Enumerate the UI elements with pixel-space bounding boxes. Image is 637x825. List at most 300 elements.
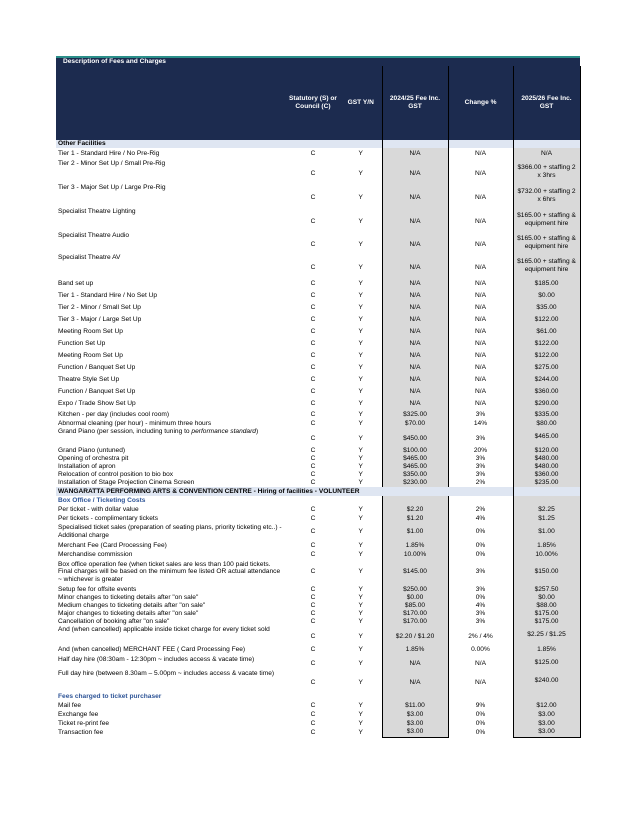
table-title: Description of Fees and Charges	[56, 58, 580, 66]
table-row	[56, 302, 580, 314]
fee-description-text: Box office operation fee (when ticket sales are less than 100 paid tickets. Final charges will be based on the minimum fee listed OR actual attendance ~ whichever is greater	[58, 560, 281, 583]
change-cell: 3%	[475, 471, 486, 479]
statutory-cell: C	[310, 218, 316, 226]
change-cell: N/A	[475, 264, 486, 272]
fee-description-text: Cancellation of booking after "on sale"	[58, 618, 170, 626]
change-cell: N/A	[475, 328, 486, 336]
fee-2024-25-cell: N/A	[382, 208, 448, 232]
change-cell: 3%	[475, 618, 486, 626]
change-cell: N/A	[475, 241, 486, 249]
gst-cell: Y	[358, 719, 363, 727]
table-row	[56, 410, 580, 419]
table-row	[56, 602, 580, 610]
gst-cell: Y	[358, 150, 363, 158]
fee-description-text: Tier 3 - Major / Large Set Up	[58, 316, 142, 324]
fee-description	[56, 505, 286, 514]
fee-description	[56, 455, 286, 463]
statutory-cell: C	[310, 376, 316, 384]
fee-description	[56, 278, 286, 290]
fee-2024-25-cell: $450.00	[382, 428, 448, 446]
fee-2024-25-cell: N/A	[382, 386, 448, 398]
statutory-cell: C	[310, 446, 316, 454]
col-fee-2025-26: 2025/26 Fee Inc. GST	[513, 66, 580, 140]
statutory-cell	[286, 496, 340, 505]
fee-2024-25-cell: N/A	[382, 350, 448, 362]
fee-description	[56, 254, 286, 278]
statutory-cell	[286, 692, 340, 701]
change-cell	[448, 140, 513, 148]
fee-description	[56, 585, 286, 594]
fee-2025-26-cell: $125.00	[513, 656, 580, 670]
fee-description	[56, 463, 286, 471]
fee-description	[56, 541, 286, 550]
gst-cell: Y	[358, 585, 363, 593]
fee-2024-25-cell	[382, 692, 448, 701]
change-cell: 2%	[475, 505, 486, 513]
gst-cell: Y	[358, 610, 363, 618]
section-heading: WANGARATTA PERFORMING ARTS & CONVENTION CENTRE - Hiring of facilities - VOLUNTEER	[56, 487, 513, 496]
statutory-cell: C	[310, 479, 316, 487]
fee-description-text: And (when cancelled) applicable inside ticket charge for every ticket sold	[58, 626, 270, 633]
fee-description	[56, 419, 286, 428]
fee-description-italic: performance standard	[191, 428, 256, 435]
fee-2025-26-cell: $465.00	[513, 428, 580, 446]
fee-description-text: Medium changes to ticketing details after "on sale"	[58, 602, 206, 610]
fee-description	[56, 160, 286, 184]
fee-2025-26-cell: $88.00	[513, 602, 580, 610]
table-row	[56, 290, 580, 302]
fee-description-text: Meeting Room Set Up	[58, 352, 123, 360]
change-cell: 3%	[475, 585, 486, 593]
gst-cell: Y	[358, 679, 363, 687]
change-cell: N/A	[475, 170, 486, 178]
fee-description-text: Grand Piano (per session, including tuning to	[58, 428, 192, 435]
statutory-cell: C	[310, 541, 316, 549]
section-heading: Other Facilities	[56, 140, 286, 148]
change-cell: 0.00%	[471, 646, 490, 654]
statutory-cell: C	[310, 710, 316, 718]
fee-description	[56, 314, 286, 326]
fee-description	[56, 626, 286, 644]
statutory-cell: C	[310, 602, 316, 610]
fee-description-text: Abnormal cleaning (per hour) - minimum three hours	[58, 419, 212, 427]
fee-description-end: )	[255, 428, 259, 435]
fee-description-text: Meeting Room Set Up	[58, 328, 123, 336]
fee-description	[56, 719, 286, 728]
table-row	[56, 419, 580, 428]
fee-2024-25-cell: $3.00	[382, 728, 448, 737]
fee-description	[56, 386, 286, 398]
change-cell: 9%	[475, 701, 486, 709]
fee-description	[56, 374, 286, 386]
statutory-cell: C	[310, 463, 316, 471]
table-row	[56, 446, 580, 455]
fee-description-text: Grand Piano (untuned)	[58, 446, 126, 454]
gst-cell: Y	[358, 514, 363, 522]
fee-2025-26-cell: $165.00 + staffing & equipment hire	[513, 208, 580, 232]
gst-cell	[340, 496, 382, 505]
gst-cell: Y	[358, 316, 363, 324]
fee-2025-26-cell	[513, 496, 580, 505]
change-cell: 0%	[475, 710, 486, 718]
fee-description	[56, 290, 286, 302]
fee-2024-25-cell: 10.00%	[382, 550, 448, 559]
fee-description-text: Tier 1 - Standard Hire / No Set Up	[58, 292, 158, 300]
table-row	[56, 471, 580, 479]
fee-2025-26-cell: 10.00%	[513, 550, 580, 559]
change-cell: 20%	[473, 446, 488, 454]
table-row	[56, 728, 580, 737]
fees-table	[56, 58, 581, 738]
fee-2025-26-cell: $35.00	[513, 302, 580, 314]
change-cell: N/A	[475, 364, 486, 372]
fee-2025-26-cell: $1.00	[513, 523, 580, 541]
fee-2025-26-cell: $122.00	[513, 350, 580, 362]
change-cell: 0%	[475, 719, 486, 727]
statutory-cell: C	[310, 646, 316, 654]
table-row	[56, 326, 580, 338]
statutory-cell: C	[310, 170, 316, 178]
table-row	[56, 692, 580, 701]
gst-cell: Y	[358, 541, 363, 549]
fee-description	[56, 208, 286, 232]
fee-2024-25-cell: $350.00	[382, 471, 448, 479]
fee-2024-25-cell: N/A	[382, 302, 448, 314]
table-row	[56, 719, 580, 728]
change-cell: 14%	[473, 419, 488, 427]
gst-cell: Y	[358, 241, 363, 249]
statutory-cell: C	[310, 550, 316, 558]
fee-description-text: Per tickets - complimentary tickets	[58, 514, 159, 522]
gst-cell: Y	[358, 364, 363, 372]
gst-cell: Y	[358, 340, 363, 348]
table-row	[56, 505, 580, 514]
change-cell: N/A	[475, 660, 486, 668]
fee-2024-25-cell: $170.00	[382, 610, 448, 618]
fee-description	[56, 232, 286, 254]
fee-description-text: Specialist Theatre Lighting	[58, 208, 136, 215]
change-cell: N/A	[475, 679, 486, 687]
gst-cell: Y	[358, 455, 363, 463]
table-row	[56, 710, 580, 719]
fee-2024-25-cell: $11.00	[382, 701, 448, 710]
fee-2024-25-cell: $2.20	[382, 505, 448, 514]
statutory-cell: C	[310, 618, 316, 626]
change-cell	[448, 692, 513, 701]
table-row	[56, 626, 580, 644]
col-fee-2024-25: 2024/25 Fee Inc. GST	[382, 66, 448, 140]
fee-2025-26-cell: $360.00	[513, 386, 580, 398]
change-cell	[448, 496, 513, 505]
fee-2024-25-cell: $325.00	[382, 410, 448, 419]
gst-cell: Y	[358, 352, 363, 360]
fee-2025-26-cell: $12.00	[513, 701, 580, 710]
fee-2025-26-cell: $732.00 + staffing 2 x 6hrs	[513, 184, 580, 208]
fee-2024-25-cell: N/A	[382, 160, 448, 184]
fees-table-body	[56, 140, 580, 737]
table-row	[56, 541, 580, 550]
fee-2025-26-cell: $244.00	[513, 374, 580, 386]
fee-2024-25-cell: N/A	[382, 148, 448, 160]
fee-description	[56, 398, 286, 410]
fee-2025-26-cell	[513, 692, 580, 701]
table-row	[56, 362, 580, 374]
fee-2024-25-cell	[382, 140, 448, 148]
fee-2024-25-cell: $3.00	[382, 710, 448, 719]
table-row	[56, 514, 580, 523]
fee-description	[56, 148, 286, 160]
table-row	[56, 232, 580, 254]
fee-2024-25-cell: $170.00	[382, 618, 448, 626]
statutory-cell: C	[310, 660, 316, 668]
fee-description	[56, 184, 286, 208]
gst-cell: Y	[358, 280, 363, 288]
fee-2024-25-cell: N/A	[382, 656, 448, 670]
fee-description	[56, 594, 286, 602]
change-cell: 2%	[475, 479, 486, 487]
change-cell: 3%	[475, 568, 486, 576]
fee-description	[56, 559, 286, 585]
fee-description	[56, 362, 286, 374]
gst-cell: Y	[358, 170, 363, 178]
table-row	[56, 184, 580, 208]
fee-2024-25-cell: $465.00	[382, 455, 448, 463]
fee-2025-26-cell: $61.00	[513, 326, 580, 338]
statutory-cell: C	[310, 435, 316, 443]
fee-2025-26-cell: $480.00	[513, 455, 580, 463]
fee-2024-25-cell: N/A	[382, 398, 448, 410]
fee-description	[56, 471, 286, 479]
fee-description-text: Full day hire (between 8.30am – 5.00pm ~ includes access & vacate time)	[58, 670, 275, 677]
statutory-cell: C	[310, 471, 316, 479]
gst-cell: Y	[358, 304, 363, 312]
change-cell: 4%	[475, 514, 486, 522]
statutory-cell	[286, 140, 340, 148]
fee-description	[56, 523, 286, 541]
table-row	[56, 670, 580, 692]
table-row	[56, 523, 580, 541]
fee-description-text: Tier 2 - Minor Set Up / Small Pre-Rig	[58, 160, 166, 167]
fee-2024-25-cell: $145.00	[382, 559, 448, 585]
fee-2024-25-cell: $1.20	[382, 514, 448, 523]
fee-description-text: Merchant Fee (Card Processing Fee)	[58, 541, 167, 549]
gst-cell: Y	[358, 292, 363, 300]
fee-2024-25-cell: $465.00	[382, 463, 448, 471]
fee-description-text: Merchandise commission	[58, 550, 133, 558]
fee-description-text: Theatre Style Set Up	[58, 376, 120, 384]
fee-description-text: And (when cancelled) MERCHANT FEE ( Card Processing Fee)	[58, 646, 246, 654]
statutory-cell: C	[310, 419, 316, 427]
fee-description-text: Installation of apron	[58, 463, 116, 471]
fee-description	[56, 302, 286, 314]
statutory-cell: C	[310, 594, 316, 602]
fee-2025-26-cell: $3.00	[513, 710, 580, 719]
change-cell: 3%	[475, 435, 486, 443]
gst-cell: Y	[358, 410, 363, 418]
change-cell: N/A	[475, 304, 486, 312]
fee-2025-26-cell	[513, 140, 580, 148]
fee-2025-26-cell: $150.00	[513, 559, 580, 585]
table-row	[56, 398, 580, 410]
fee-2025-26-cell: $240.00	[513, 670, 580, 692]
fee-description	[56, 701, 286, 710]
statutory-cell: C	[310, 514, 316, 522]
fee-2025-26-cell: $185.00	[513, 278, 580, 290]
fee-2024-25-cell: $70.00	[382, 419, 448, 428]
fee-description	[56, 710, 286, 719]
fee-2024-25-cell: N/A	[382, 670, 448, 692]
fee-2024-25-cell: N/A	[382, 374, 448, 386]
table-row	[56, 594, 580, 602]
statutory-cell: C	[310, 194, 316, 202]
table-row	[56, 610, 580, 618]
fee-description	[56, 728, 286, 737]
statutory-cell: C	[310, 304, 316, 312]
table-row	[56, 487, 580, 496]
fee-2024-25-cell: N/A	[382, 232, 448, 254]
change-cell: 2% / 4%	[468, 633, 493, 641]
change-cell: N/A	[475, 376, 486, 384]
fee-2024-25-cell: $230.00	[382, 479, 448, 487]
statutory-cell: C	[310, 633, 316, 641]
change-cell: N/A	[475, 150, 486, 158]
change-cell: N/A	[475, 218, 486, 226]
statutory-cell: C	[310, 568, 316, 576]
gst-cell: Y	[358, 633, 363, 641]
fee-description	[56, 479, 286, 487]
fee-2024-25-cell: N/A	[382, 314, 448, 326]
fee-2024-25-cell: N/A	[382, 326, 448, 338]
fee-description	[56, 350, 286, 362]
fee-description	[56, 644, 286, 656]
fee-description	[56, 602, 286, 610]
col-description	[56, 66, 286, 140]
gst-cell	[340, 140, 382, 148]
fee-2024-25-cell: $85.00	[382, 602, 448, 610]
fee-description-text: Band set up	[58, 280, 94, 288]
change-cell: N/A	[475, 340, 486, 348]
table-row	[56, 428, 580, 446]
gst-cell: Y	[358, 710, 363, 718]
table-row	[56, 148, 580, 160]
statutory-cell: C	[310, 585, 316, 593]
table-row	[56, 254, 580, 278]
statutory-cell: C	[310, 728, 316, 736]
fee-2024-25-cell: N/A	[382, 338, 448, 350]
gst-cell: Y	[358, 701, 363, 709]
fee-2024-25-cell: N/A	[382, 290, 448, 302]
fee-description-text: Tier 1 - Standard Hire / No Pre-Rig	[58, 150, 160, 158]
table-row	[56, 374, 580, 386]
change-cell: N/A	[475, 316, 486, 324]
table-row	[56, 350, 580, 362]
fee-2024-25-cell: $2.20 / $1.20	[382, 626, 448, 644]
statutory-cell: C	[310, 455, 316, 463]
table-row	[56, 656, 580, 670]
fee-2024-25-cell: N/A	[382, 278, 448, 290]
fee-2025-26-cell: $3.00	[513, 728, 580, 737]
gst-cell: Y	[358, 471, 363, 479]
fee-description	[56, 610, 286, 618]
gst-cell: Y	[358, 728, 363, 736]
table-row	[56, 160, 580, 184]
table-row	[56, 618, 580, 626]
statutory-cell: C	[310, 328, 316, 336]
fee-2025-26-cell: $1.25	[513, 514, 580, 523]
fee-description-text: Setup fee for offsite events	[58, 585, 137, 593]
statutory-cell: C	[310, 410, 316, 418]
gst-cell: Y	[358, 602, 363, 610]
gst-cell: Y	[358, 376, 363, 384]
fee-2025-26-cell: $165.00 + staffing & equipment hire	[513, 232, 580, 254]
fee-description-text: Per ticket - with dollar value	[58, 505, 139, 513]
gst-cell: Y	[358, 463, 363, 471]
table-row	[56, 701, 580, 710]
fee-description-text: Expo / Trade Show Set Up	[58, 400, 136, 408]
table-row	[56, 550, 580, 559]
fee-2025-26-cell: $80.00	[513, 419, 580, 428]
change-cell: 0%	[475, 541, 486, 549]
fee-description-text: Opening of orchestra pit	[58, 455, 129, 463]
gst-cell: Y	[358, 505, 363, 513]
fee-2025-26-cell: $175.00	[513, 618, 580, 626]
subsection-heading: Box Office / Ticketing Costs	[58, 496, 146, 504]
fee-2025-26-cell: $175.00	[513, 610, 580, 618]
col-gst: GST Y/N	[340, 66, 382, 140]
change-cell: N/A	[475, 292, 486, 300]
table-row	[56, 463, 580, 471]
statutory-cell: C	[310, 679, 316, 687]
fee-description-text: Major changes to ticketing details after "on sale"	[58, 610, 199, 618]
fee-2024-25-cell: N/A	[382, 254, 448, 278]
statutory-cell: C	[310, 241, 316, 249]
statutory-cell: C	[310, 388, 316, 396]
change-cell: 4%	[475, 602, 486, 610]
fee-2025-26-cell: $257.50	[513, 585, 580, 594]
fee-2025-26-cell: $235.00	[513, 479, 580, 487]
fee-description	[56, 670, 286, 692]
table-row	[56, 559, 580, 585]
fee-2024-25-cell: 1.85%	[382, 644, 448, 656]
gst-cell: Y	[358, 594, 363, 602]
fee-2025-26-cell: $0.00	[513, 594, 580, 602]
statutory-cell: C	[310, 610, 316, 618]
gst-cell: Y	[358, 419, 363, 427]
fee-2025-26-cell: 1.85%	[513, 541, 580, 550]
fee-2025-26-cell: $360.00	[513, 471, 580, 479]
change-cell: N/A	[475, 352, 486, 360]
fee-description-text: Function / Banquet Set Up	[58, 364, 136, 372]
fee-description-text: Function Set Up	[58, 340, 106, 348]
statutory-cell: C	[310, 292, 316, 300]
fee-description-text: Tier 3 - Major Set Up / Large Pre-Rig	[58, 184, 166, 191]
fee-2025-26-cell: $122.00	[513, 338, 580, 350]
change-cell: N/A	[475, 400, 486, 408]
gst-cell: Y	[358, 328, 363, 336]
statutory-cell: C	[310, 316, 316, 324]
fee-description-text: Ticket re-print fee	[58, 719, 110, 727]
fee-description-text: Minor changes to ticketing details after "on sale"	[58, 594, 199, 602]
table-row	[56, 208, 580, 232]
change-cell: 3%	[475, 463, 486, 471]
gst-cell	[340, 692, 382, 701]
gst-cell: Y	[358, 435, 363, 443]
statutory-cell: C	[310, 280, 316, 288]
statutory-cell: C	[310, 352, 316, 360]
table-row	[56, 455, 580, 463]
change-cell: 0%	[475, 728, 486, 736]
fee-2024-25-cell: $1.00	[382, 523, 448, 541]
